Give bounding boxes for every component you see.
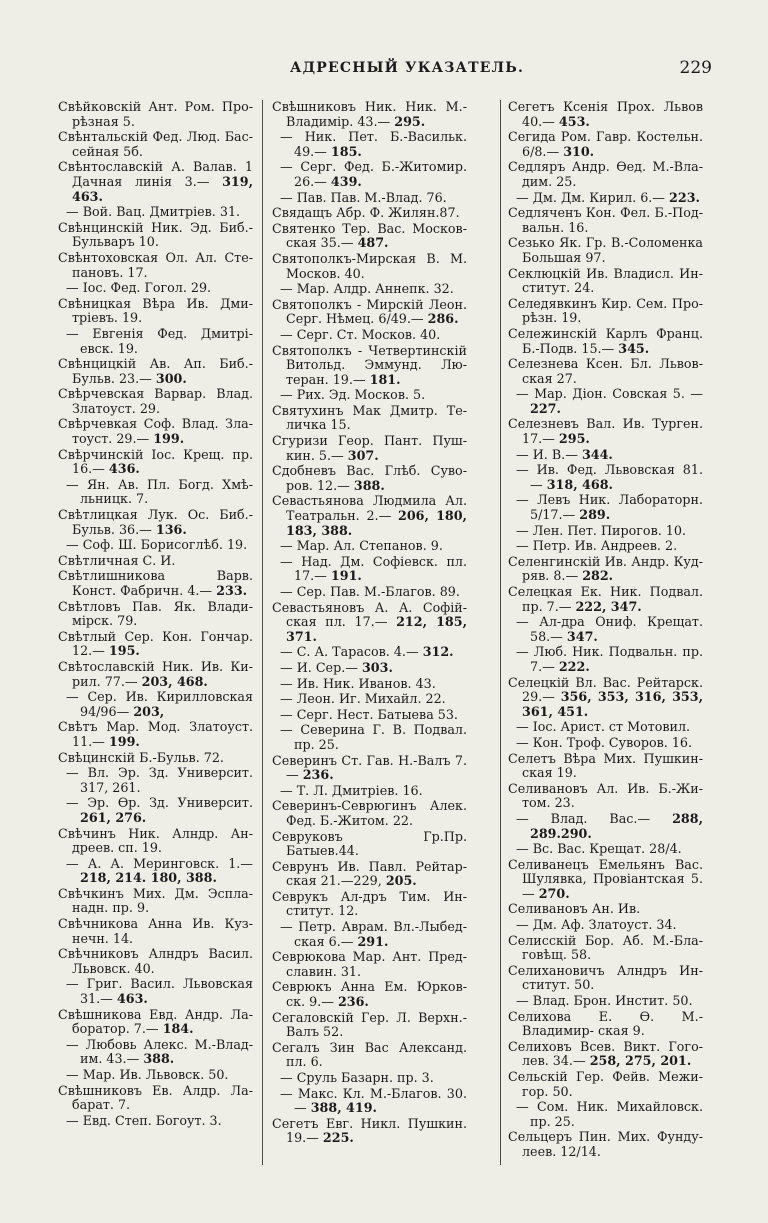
entry-text: Севрунъ Ив. Павл. Рейтар- ская 21.—229,: [272, 858, 467, 889]
entry-text: — И. В.—: [516, 446, 578, 462]
entry-text: Святенко Тер. Вас. Москов- ская 35.—: [272, 220, 467, 251]
entry-phone-numbers: 203,: [133, 703, 165, 719]
entry-phone-numbers: 289.: [579, 507, 611, 523]
directory-entry: [272, 601, 467, 645]
directory-entry: [58, 1084, 253, 1113]
directory-entry: [272, 890, 467, 919]
entry-text: — Мар. Алдр. Аннепк. 32.: [280, 281, 454, 297]
entry-text: — Сруль Базарн. пр. 3.: [280, 1070, 434, 1085]
directory-entry: [508, 448, 703, 463]
directory-entry: [272, 860, 467, 889]
directory-entry: [58, 887, 253, 916]
entry-text: Сегетъ Евг. Никл. Пушкин. 19.—: [272, 1115, 467, 1146]
directory-entry: [58, 690, 253, 719]
directory-entry: [508, 1070, 703, 1099]
directory-entry: [58, 660, 253, 689]
directory-entry: [272, 1041, 467, 1070]
entry-text: Святухинъ Мак Дмитр. Те- личка 15.: [272, 402, 467, 433]
entry-text: Седляченъ Кон. Фел. Б.-Под- вальн. 16.: [508, 205, 703, 235]
entry-text: Свѣнтоховская Ол. Ал. Сте- пановъ. 17.: [58, 249, 253, 280]
directory-entry: [272, 282, 467, 297]
entry-text: — Соф. Ш. Борисоглѣб. 19.: [66, 537, 248, 553]
directory-entry: [58, 387, 253, 416]
entry-phone-numbers: 388.: [143, 1051, 175, 1067]
column-3: [508, 100, 703, 1161]
entry-text: — Іос. Арист. ст Мотовил.: [516, 719, 691, 735]
directory-entry: [508, 417, 703, 446]
entry-phone-numbers: 356, 353, 316, 353, 361, 451.: [522, 689, 703, 719]
entry-phone-numbers: 236.: [337, 994, 369, 1010]
entry-phone-numbers: 184.: [162, 1021, 194, 1037]
directory-entry: [58, 478, 253, 507]
directory-entry: [508, 918, 703, 933]
directory-entry: [508, 645, 703, 674]
entry-text: — Сер. Пав. М.-Благов. 89.: [280, 584, 460, 599]
entry-text: Селихова Е. Ѳ. М.-Владимир- ская 9.: [508, 1008, 703, 1039]
entry-text: Свѣтлый Сер. Кон. Гончар. 12.—: [58, 628, 253, 659]
entry-text: Свѣтославскій Ник. Ив. Ки- рил. 77.—: [58, 658, 253, 689]
directory-entry: [272, 344, 467, 388]
directory-entry: [272, 1011, 467, 1040]
entry-text: Селетъ Вѣра Мих. Пушкин- ская 19.: [508, 750, 703, 781]
entry-text: Свѣйковскій Ант. Ром. Про- рѣзная 5.: [58, 99, 253, 129]
directory-entry: [272, 539, 467, 554]
entry-text: Селиховъ Всев. Викт. Гого- лев. 34.—: [508, 1038, 703, 1069]
directory-entry: [508, 676, 703, 720]
entry-text: Свядащъ Абр. Ф. Жилян.87.: [272, 205, 460, 221]
directory-entry: [272, 298, 467, 327]
entry-text: Святополкъ - Мирскій Леон. Серг. Нѣмец. 6/49.—: [272, 296, 467, 327]
entry-phone-numbers: 233.: [216, 583, 248, 598]
directory-entry: [272, 494, 467, 538]
entry-text: Секлюцкій Ив. Владисл. Ин- ститут. 24.: [508, 265, 703, 296]
entry-phone-numbers: 295.: [394, 113, 426, 129]
directory-entry: [58, 100, 253, 129]
directory-entry: [272, 555, 467, 584]
directory-entry: [272, 404, 467, 433]
entry-phone-numbers: 227.: [530, 400, 561, 416]
entry-phone-numbers: 487.: [357, 235, 389, 251]
entry-phone-numbers: 300.: [155, 370, 187, 386]
entry-phone-numbers: 261, 276.: [80, 809, 147, 825]
directory-entry: [58, 281, 253, 296]
entry-text: — Дм. Аф. Златоуст. 34.: [516, 917, 677, 933]
page-header: [100, 58, 712, 82]
page-number: 229: [679, 58, 712, 78]
directory-entry: [58, 1114, 253, 1129]
directory-entry: [58, 796, 253, 825]
entry-text: Седляръ Андр. Ѳед. М.-Вла- дим. 25.: [508, 159, 703, 189]
entry-text: — Влад. Вас.—: [516, 810, 651, 826]
directory-entry: [508, 130, 703, 159]
directory-entry: [272, 1087, 467, 1116]
directory-entry: [508, 994, 703, 1009]
entry-text: Севастьянова Людмила Ал. Театральн. 2.—: [272, 493, 467, 524]
entry-text: Свѣтъ Мар. Мод. Златоуст. 11.—: [58, 719, 253, 749]
entry-text: — Евд. Степ. Богоут. 3.: [66, 1112, 222, 1128]
directory-entry: [272, 830, 467, 859]
entry-text: Севрюкова Мар. Ант. Пред- славин. 31.: [272, 949, 467, 979]
directory-entry: [58, 766, 253, 795]
entry-phone-numbers: 307.: [347, 447, 379, 463]
directory-entry: [272, 677, 467, 692]
directory-entry: [508, 1100, 703, 1129]
entry-text: Свѣчинъ Ник. Алндр. Ан- дреев. сп. 19.: [58, 825, 253, 856]
entry-phone-numbers: 344.: [581, 446, 613, 462]
directory-entry: [508, 191, 703, 206]
directory-entry: [272, 130, 467, 159]
directory-entry: [58, 205, 253, 220]
entry-text: Селисскій Бор. Аб. М.-Бла- говѣщ. 58.: [508, 932, 703, 963]
entry-text: — Дм. Дм. Кирил. 6.—: [516, 189, 665, 205]
entry-text: — С. А. Тарасов. 4.—: [280, 644, 419, 660]
entry-text: Свѣнтославскій А. Валав. 1 Дачная линія 3.—: [58, 159, 253, 189]
directory-entry: [272, 252, 467, 281]
directory-entry: [272, 920, 467, 949]
entry-text: Севастьяновъ А. А. Софій- ская пл. 17.—: [272, 599, 467, 630]
entry-text: — Вс. Вас. Крещат. 28/4.: [516, 841, 682, 857]
entry-phone-numbers: 288, 289.290.: [530, 810, 703, 841]
directory-entry: [58, 327, 253, 356]
entry-phone-numbers: 291.: [357, 933, 389, 949]
entry-text: Свѣтличная С. И.: [58, 552, 176, 568]
directory-entry: [272, 692, 467, 707]
entry-text: Сегетъ Ксенія Прох. Львов 40.—: [508, 99, 703, 129]
entry-text: — Северина Г. В. Подвал. пр. 25.: [280, 722, 467, 752]
directory-entry: [508, 842, 703, 857]
directory-entry: [508, 585, 703, 614]
entry-text: — Кон. Троф. Суворов. 16.: [516, 734, 693, 750]
entry-text: — Петр. Аврам. Вл.-Лыбед- ская 6.—: [280, 919, 467, 949]
entry-text: Селедявкинъ Кир. Сем. Про- рѣзн. 19.: [508, 295, 703, 326]
directory-entry: [58, 630, 253, 659]
entry-phone-numbers: 206, 180, 183, 388.: [286, 508, 467, 538]
entry-text: Свѣнцицкій Ав. Ап. Биб.- Бульв. 23.—: [58, 356, 253, 386]
entry-text: — Леон. Иг. Михайл. 22.: [280, 691, 446, 707]
directory-entry: [508, 493, 703, 522]
entry-phone-numbers: 222, 347.: [575, 598, 642, 614]
directory-entry: [58, 160, 253, 204]
entry-phone-numbers: 436.: [108, 461, 140, 477]
directory-entry: [508, 100, 703, 129]
entry-text: Сельцеръ Пин. Мих. Фунду- леев. 12/14.: [508, 1129, 703, 1159]
directory-entry: [508, 858, 703, 902]
column-1: [58, 100, 253, 1129]
directory-entry: [58, 857, 253, 886]
entry-text: Северинъ-Севрюгинъ Алек. Фед. Б.-Житом. 22.: [272, 798, 467, 828]
directory-entry: [272, 784, 467, 799]
entry-text: Святополкъ - Четвертинскій Витольд. Эммунд. Лю- теран. 19.—: [272, 342, 467, 387]
entry-text: — Над. Дм. Софіевск. пл. 17.—: [280, 553, 467, 584]
entry-phone-numbers: 236.: [302, 767, 334, 783]
entry-phone-numbers: 345.: [618, 340, 650, 356]
directory-entry: [58, 538, 253, 553]
directory-entry: [58, 448, 253, 477]
entry-text: Свѣрчинскій Іос. Крещ. пр. 16.—: [58, 446, 253, 477]
entry-text: — Іос. Фед. Гогол. 29.: [66, 280, 212, 296]
entry-text: — Серг. Нест. Батыева 53.: [280, 706, 458, 722]
entry-text: Свѣнтальскій Фед. Люд. Бас- сейная 5б.: [58, 129, 253, 159]
entry-text: Селенгинскій Ив. Андр. Куд- ряв. 8.—: [508, 553, 703, 584]
directory-entry: [508, 720, 703, 735]
column-divider: [500, 100, 501, 1165]
directory-entry: [58, 130, 253, 159]
entry-text: Сегида Ром. Гавр. Костельн. 6/8.—: [508, 129, 703, 159]
directory-entry: [272, 950, 467, 979]
directory-entry: [272, 100, 467, 129]
entry-text: Сдобневъ Вас. Глѣб. Суво- ров. 12.—: [272, 463, 467, 493]
entry-text: Сегалъ Зин Вас Александ. пл. 6.: [272, 1039, 467, 1070]
directory-entry: [272, 222, 467, 251]
entry-text: Сегаловскій Гер. Л. Верхн.- Валъ 52.: [272, 1009, 467, 1040]
entry-phone-numbers: 258, 275, 201.: [589, 1053, 692, 1069]
entry-text: — Т. Л. Дмитріев. 16.: [280, 782, 423, 798]
entry-phone-numbers: 286.: [427, 311, 459, 327]
entry-text: — Вой. Вац. Дмитріев. 31.: [66, 204, 241, 220]
entry-phone-numbers: 310.: [563, 143, 595, 159]
directory-entry: [272, 754, 467, 783]
entry-text: Селивановъ Ан. Ив.: [508, 901, 641, 917]
entry-phone-numbers: 181.: [369, 371, 401, 387]
entry-text: — Серг. Ст. Москов. 40.: [280, 326, 441, 342]
directory-entry: [58, 947, 253, 976]
entry-text: Свѣчкинъ Мих. Дм. Эспла- надн. пр. 9.: [58, 885, 253, 916]
directory-entry: [58, 357, 253, 386]
entry-phone-numbers: 191.: [330, 568, 362, 584]
entry-phone-numbers: 136.: [155, 521, 187, 537]
entry-text: — Мар. Діон. Совская 5. —: [516, 386, 703, 402]
directory-entry: [508, 463, 703, 492]
entry-phone-numbers: 463.: [116, 991, 148, 1007]
directory-entry: [272, 1071, 467, 1086]
entry-text: Свѣчниковъ Алндръ Васил. Львовск. 40.: [58, 946, 253, 976]
entry-text: — Макс. Кл. М.-Благов. 30.—: [280, 1085, 467, 1116]
directory-entry: [58, 508, 253, 537]
entry-phone-numbers: 199.: [108, 733, 140, 749]
entry-phone-numbers: 319, 463.: [72, 173, 253, 204]
directory-entry: [508, 160, 703, 189]
directory-entry: [508, 902, 703, 917]
entry-text: Селихановичъ Алндръ Ин- ститут. 50.: [508, 962, 703, 993]
directory-entry: [272, 464, 467, 493]
directory-entry: [272, 723, 467, 752]
directory-entry: [272, 434, 467, 463]
entry-text: Свѣрчевкая Соф. Влад. Зла- тоуст. 29.—: [58, 416, 253, 447]
entry-text: — Мар. Ал. Степанов. 9.: [280, 538, 443, 554]
entry-text: — Пав. Пав. М.-Влад. 76.: [280, 189, 447, 205]
entry-text: — Ник. Пет. Б.-Васильк. 49.—: [280, 129, 467, 159]
entry-text: Селиванецъ Емельянъ Вас. Шулявка, Провіантская 5.—: [508, 856, 703, 901]
directory-entry: [58, 977, 253, 1006]
entry-phone-numbers: 203, 468.: [141, 673, 208, 689]
directory-entry: [58, 1068, 253, 1083]
entry-text: — Ал-дра Ониф. Крещат. 58.—: [516, 614, 703, 644]
entry-text: — Евгенія Фед. Дмитрі- евск. 19.: [66, 325, 253, 356]
directory-entry: [58, 600, 253, 629]
directory-entry: [508, 267, 703, 296]
directory-entry: [58, 827, 253, 856]
entry-phone-numbers: 195.: [108, 643, 140, 659]
directory-entry: [508, 934, 703, 963]
entry-phone-numbers: 318, 468.: [546, 476, 613, 492]
entry-phone-numbers: 295.: [558, 431, 590, 447]
directory-entry: [508, 297, 703, 326]
entry-text: — Люб. Ник. Подвальн. пр. 7.—: [516, 644, 703, 674]
entry-text: Селецкая Ек. Ник. Подвал. пр. 7.—: [508, 584, 703, 614]
entry-text: — Ив. Фед. Львовская 81. —: [516, 462, 703, 492]
entry-text: — Эр. Ѳр. Зд. Университ.: [66, 795, 253, 811]
entry-text: Свѣчникова Анна Ив. Куз- нечн. 14.: [58, 916, 253, 946]
directory-entry: [508, 812, 703, 841]
entry-phone-numbers: 205.: [385, 873, 417, 889]
entry-phone-numbers: 223.: [669, 189, 700, 205]
directory-entry: [508, 357, 703, 386]
directory-entry: [508, 1040, 703, 1069]
directory-entry: [58, 1038, 253, 1067]
entry-text: — А. А. Меринговск. 1.—: [66, 855, 253, 871]
entry-text: Севрукъ Ал-дръ Тим. Ин- ститут. 12.: [272, 888, 467, 919]
entry-phone-numbers: 185.: [330, 143, 362, 159]
entry-phone-numbers: 282.: [582, 568, 614, 584]
directory-entry: [272, 645, 467, 660]
entry-text: — Лен. Пет. Пирогов. 10.: [516, 522, 686, 538]
entry-text: Свѣтлишникова Варв. Конст. Фабричн. 4.—: [58, 568, 253, 598]
entry-phone-numbers: 388.: [353, 477, 385, 493]
entry-phone-numbers: 199.: [153, 431, 185, 447]
directory-entry: [58, 720, 253, 749]
entry-text: Сележинскій Карлъ Франц. Б.-Подв. 15.—: [508, 325, 703, 356]
directory-entry: [508, 1130, 703, 1159]
entry-text: Свѣнцинскій Ник. Эд. Биб.- Бульваръ 10.: [58, 219, 253, 250]
directory-entry: [272, 328, 467, 343]
entry-text: Сгуризи Геор. Пант. Пуш- кин. 5.—: [272, 433, 467, 463]
entry-phone-numbers: 222.: [558, 658, 590, 674]
directory-entry: [508, 964, 703, 993]
directory-entry: [272, 191, 467, 206]
entry-text: Севрюкъ Анна Ем. Юрков- ск. 9.—: [272, 979, 467, 1010]
entry-text: Свѣцинскій Б.-Бульв. 72.: [58, 749, 224, 765]
directory-entry: [58, 569, 253, 598]
directory-entry: [508, 539, 703, 554]
directory-entry: [58, 751, 253, 766]
entry-phone-numbers: 225.: [322, 1130, 354, 1146]
entry-phone-numbers: 388, 419.: [310, 1100, 377, 1116]
entry-text: Свѣшниковъ Ник. Ник. М.- Владимір. 43.—: [272, 99, 467, 129]
directory-entry: [508, 555, 703, 584]
entry-text: — Вл. Эр. Зд. Университ. 317, 261.: [66, 765, 253, 795]
entry-text: — Ян. Ав. Пл. Богд. Хмѣ- льницк. 7.: [66, 476, 253, 507]
entry-text: Свѣтловъ Пав. Як. Влади- мірск. 79.: [58, 598, 253, 629]
directory-entry: [272, 980, 467, 1009]
directory-entry: [508, 327, 703, 356]
entry-text: Святополкъ-Мирская В. М. Москов. 40.: [272, 250, 467, 281]
entry-text: — Левъ Ник. Лабораторн. 5/17.—: [516, 492, 703, 523]
entry-text: — Мар. Ив. Львовск. 50.: [66, 1067, 229, 1082]
directory-entry: [272, 799, 467, 828]
entry-text: Севруковъ Гр.Пр. Батыев.44.: [272, 828, 467, 859]
entry-text: — Рих. Эд. Москов. 5.: [280, 387, 426, 403]
entry-text: Северинъ Ст. Гав. Н.-Валъ 7.—: [272, 752, 467, 783]
directory-entry: [58, 251, 253, 280]
directory-entry: [272, 160, 467, 189]
entry-text: Свѣницкая Вѣра Ив. Дми- тріевъ. 19.: [58, 295, 253, 326]
directory-entry: [272, 585, 467, 600]
entry-text: Селецкій Вл. Вас. Рейтарск. 29.—: [508, 674, 703, 705]
directory-entry: [272, 206, 467, 221]
directory-entry: [508, 206, 703, 235]
entry-text: Сельскій Гер. Фейв. Межи- гор. 50.: [508, 1069, 703, 1099]
directory-entry: [272, 388, 467, 403]
directory-entry: [272, 661, 467, 676]
entry-text: Сезько Як. Гр. В.-Соломенка Большая 97.: [508, 235, 703, 265]
entry-text: — Влад. Брон. Инстит. 50.: [516, 993, 693, 1009]
entry-phone-numbers: 347.: [566, 628, 598, 644]
entry-text: Свѣтлицкая Лук. Ос. Биб.- Бульв. 36.—: [58, 507, 253, 537]
directory-entry: [508, 782, 703, 811]
entry-text: Селезнева Ксен. Бл. Львов- ская 27.: [508, 356, 703, 386]
entry-text: Свѣрчевская Варвар. Влад. Златоуст. 29.: [58, 386, 253, 416]
directory-entry: [58, 554, 253, 569]
directory-entry: [508, 736, 703, 751]
running-title: АДРЕСНЫЙ УКАЗАТЕЛЬ.: [290, 60, 525, 76]
entry-phone-numbers: 270.: [538, 885, 570, 901]
entry-text: — Ив. Ник. Иванов. 43.: [280, 675, 436, 691]
entry-text: — Сом. Ник. Михайловск. пр. 25.: [516, 1099, 703, 1129]
entry-phone-numbers: 303.: [361, 659, 393, 675]
directory-entry: [58, 1008, 253, 1037]
directory-entry: [58, 917, 253, 946]
column-2: [272, 100, 467, 1147]
directory-entry: [508, 524, 703, 539]
entry-phone-numbers: 218, 214. 180, 388.: [80, 870, 217, 886]
directory-entry: [508, 236, 703, 265]
entry-text: — Серг. Фед. Б.-Житомир. 26.—: [280, 159, 467, 189]
entry-text: — Любовь Алекс. М.-Влад- им. 43.—: [66, 1036, 253, 1067]
directory-entry: [508, 752, 703, 781]
directory-entry: [508, 387, 703, 416]
directory-entry: [272, 708, 467, 723]
directory-entry: [508, 615, 703, 644]
entry-text: — Петр. Ив. Андреев. 2.: [516, 538, 678, 554]
directory-entry: [58, 297, 253, 326]
column-divider: [262, 100, 263, 1165]
entry-text: Селивановъ Ал. Ив. Б.-Жи- том. 23.: [508, 780, 703, 811]
entry-text: Селезневъ Вал. Ив. Турген. 17.—: [508, 416, 703, 447]
entry-text: — И. Сер.—: [280, 659, 358, 675]
entry-text: Свѣшникова Евд. Андр. Ла- боратор. 7.—: [58, 1006, 253, 1037]
entry-phone-numbers: 312.: [422, 644, 454, 660]
directory-entry: [272, 1117, 467, 1146]
entry-text: — Григ. Васил. Львовская 31.—: [66, 976, 253, 1007]
entry-phone-numbers: 439.: [330, 173, 362, 189]
entry-phone-numbers: 212, 185, 371.: [286, 614, 467, 644]
entry-text: Свѣшниковъ Ев. Алдр. Ла- барат. 7.: [58, 1082, 253, 1113]
entry-text: — Сер. Ив. Кирилловская 94/96—: [66, 689, 253, 719]
directory-entry: [58, 221, 253, 250]
entry-phone-numbers: 453.: [558, 113, 590, 129]
directory-entry: [58, 417, 253, 446]
directory-entry: [508, 1010, 703, 1039]
